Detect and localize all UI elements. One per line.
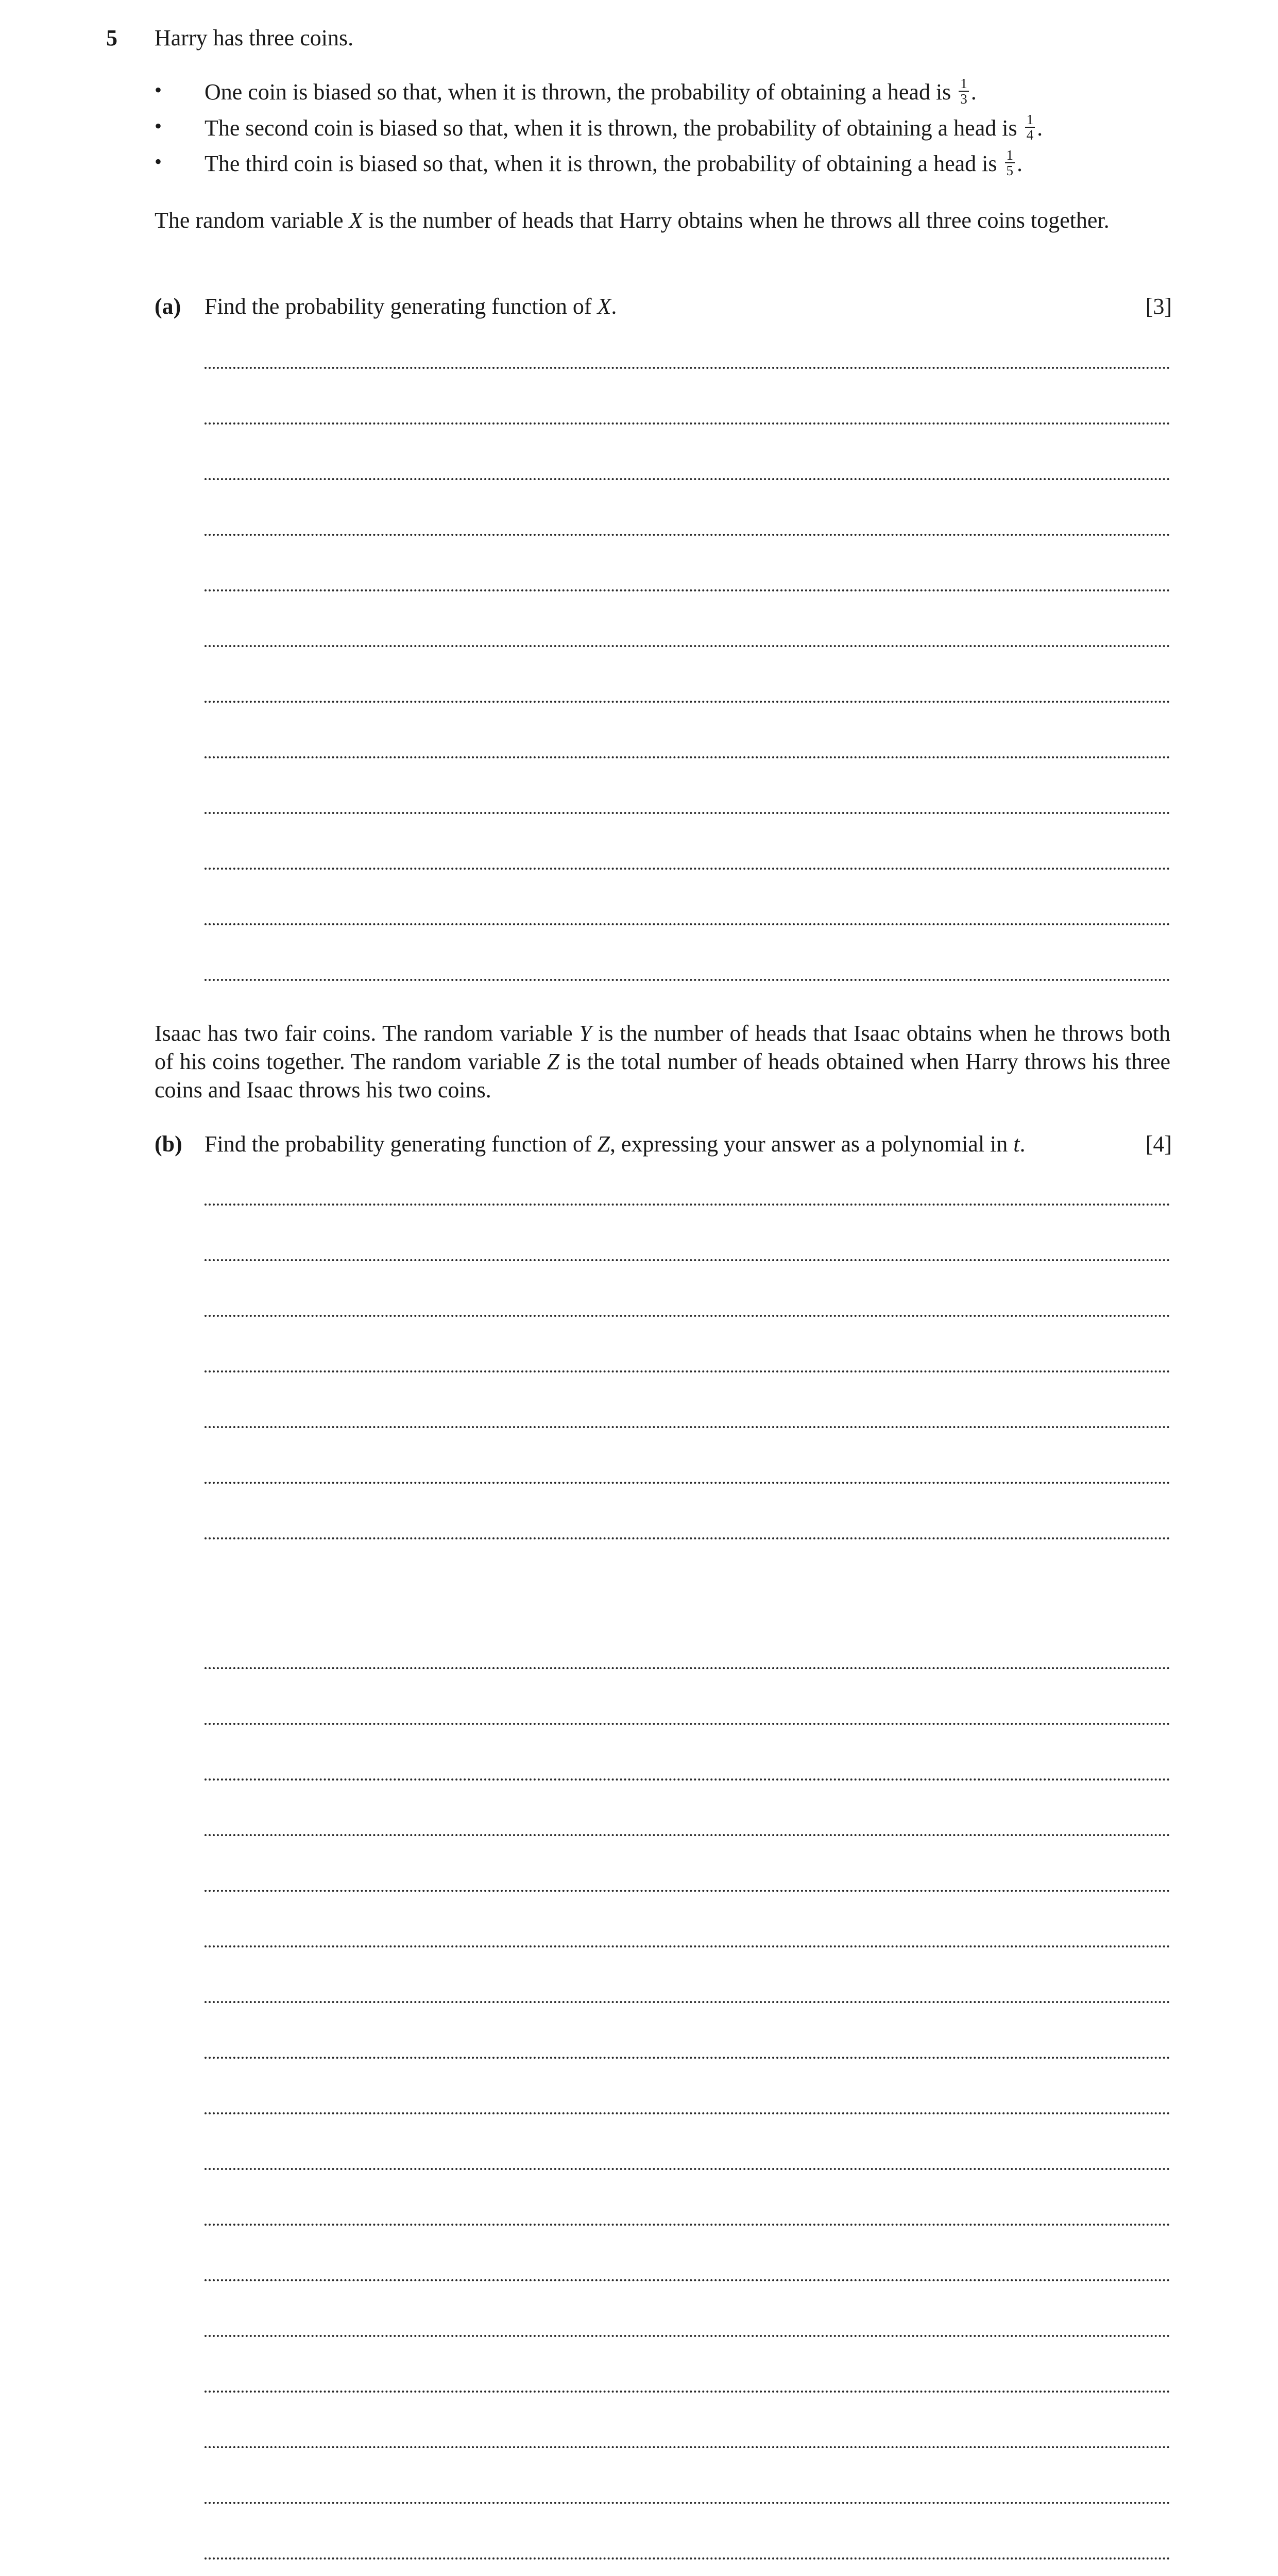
bullet-symbol: • <box>155 78 162 101</box>
isaac-paragraph: Isaac has two fair coins. The random variable Y is the number of heads that Isaac obtains when he throws both of his coins together. The random variable Z is the total number of heads obtained when Harry throws his three coins and Isaac throws his two coins. <box>155 1021 1170 1103</box>
answer-line[interactable] <box>205 1945 1170 1947</box>
part-b-marks: [4] <box>1145 1131 1172 1157</box>
answer-line[interactable] <box>205 923 1170 925</box>
answer-line[interactable] <box>205 1667 1170 1669</box>
answer-line[interactable] <box>205 645 1170 647</box>
part-a-label: (a) <box>155 294 181 319</box>
fraction: $\frac{1}{3}$ <box>959 76 969 106</box>
answer-line[interactable] <box>205 812 1170 814</box>
bullet-text: The third coin is biased so that, when it is thrown, the probability of obtaining a head is $\frac{1}{5}$ . <box>205 147 1023 178</box>
answer-line[interactable] <box>205 478 1170 480</box>
answer-line[interactable] <box>205 1778 1170 1781</box>
answer-line[interactable] <box>205 868 1170 870</box>
question-intro: Harry has three coins. <box>155 25 354 50</box>
answer-line[interactable] <box>205 2168 1170 2170</box>
answer-line[interactable] <box>205 701 1170 703</box>
answer-line[interactable] <box>205 367 1170 369</box>
answer-line[interactable] <box>205 2557 1170 2560</box>
fraction: $\frac{1}{5}$ <box>1005 148 1015 178</box>
part-a-question: Find the probability generating function of X. <box>205 294 617 319</box>
answer-line[interactable] <box>205 1890 1170 1892</box>
bullet-symbol: • <box>155 114 162 138</box>
answer-line[interactable] <box>205 422 1170 425</box>
answer-line[interactable] <box>205 2502 1170 2504</box>
answer-line[interactable] <box>205 1834 1170 1836</box>
answer-line[interactable] <box>205 2224 1170 2226</box>
answer-line[interactable] <box>205 1259 1170 1261</box>
answer-line[interactable] <box>205 1426 1170 1428</box>
answer-line[interactable] <box>205 2001 1170 2003</box>
bullet-symbol: • <box>155 150 162 173</box>
answer-line[interactable] <box>205 1537 1170 1539</box>
answer-line[interactable] <box>205 534 1170 536</box>
bullet-text: One coin is biased so that, when it is thrown, the probability of obtaining a head is $\frac{1}{3}$ . <box>205 75 977 107</box>
answer-line[interactable] <box>205 1370 1170 1372</box>
answer-line[interactable] <box>205 2446 1170 2448</box>
answer-line[interactable] <box>205 2057 1170 2059</box>
part-b-label: (b) <box>155 1131 182 1157</box>
answer-line[interactable] <box>205 2335 1170 2337</box>
answer-line[interactable] <box>205 2279 1170 2281</box>
part-a-marks: [3] <box>1145 294 1172 319</box>
random-variable-paragraph: The random variable X is the number of heads that Harry obtains when he throws all three coins together. <box>155 208 1110 233</box>
answer-line[interactable] <box>205 1482 1170 1484</box>
fraction: $\frac{1}{4}$ <box>1025 112 1035 142</box>
answer-line[interactable] <box>205 979 1170 981</box>
answer-line[interactable] <box>205 1723 1170 1725</box>
answer-line[interactable] <box>205 2112 1170 2114</box>
bullet-text: The second coin is biased so that, when it is thrown, the probability of obtaining a head is $\frac{1}{4}$ . <box>205 111 1043 143</box>
answer-line[interactable] <box>205 589 1170 591</box>
answer-line[interactable] <box>205 2391 1170 2393</box>
answer-line[interactable] <box>205 1315 1170 1317</box>
part-b-question: Find the probability generating function of Z, expressing your answer as a polynomial in t. <box>205 1131 1026 1157</box>
answer-line[interactable] <box>205 756 1170 758</box>
answer-line[interactable] <box>205 1204 1170 1206</box>
question-number: 5 <box>106 25 117 50</box>
